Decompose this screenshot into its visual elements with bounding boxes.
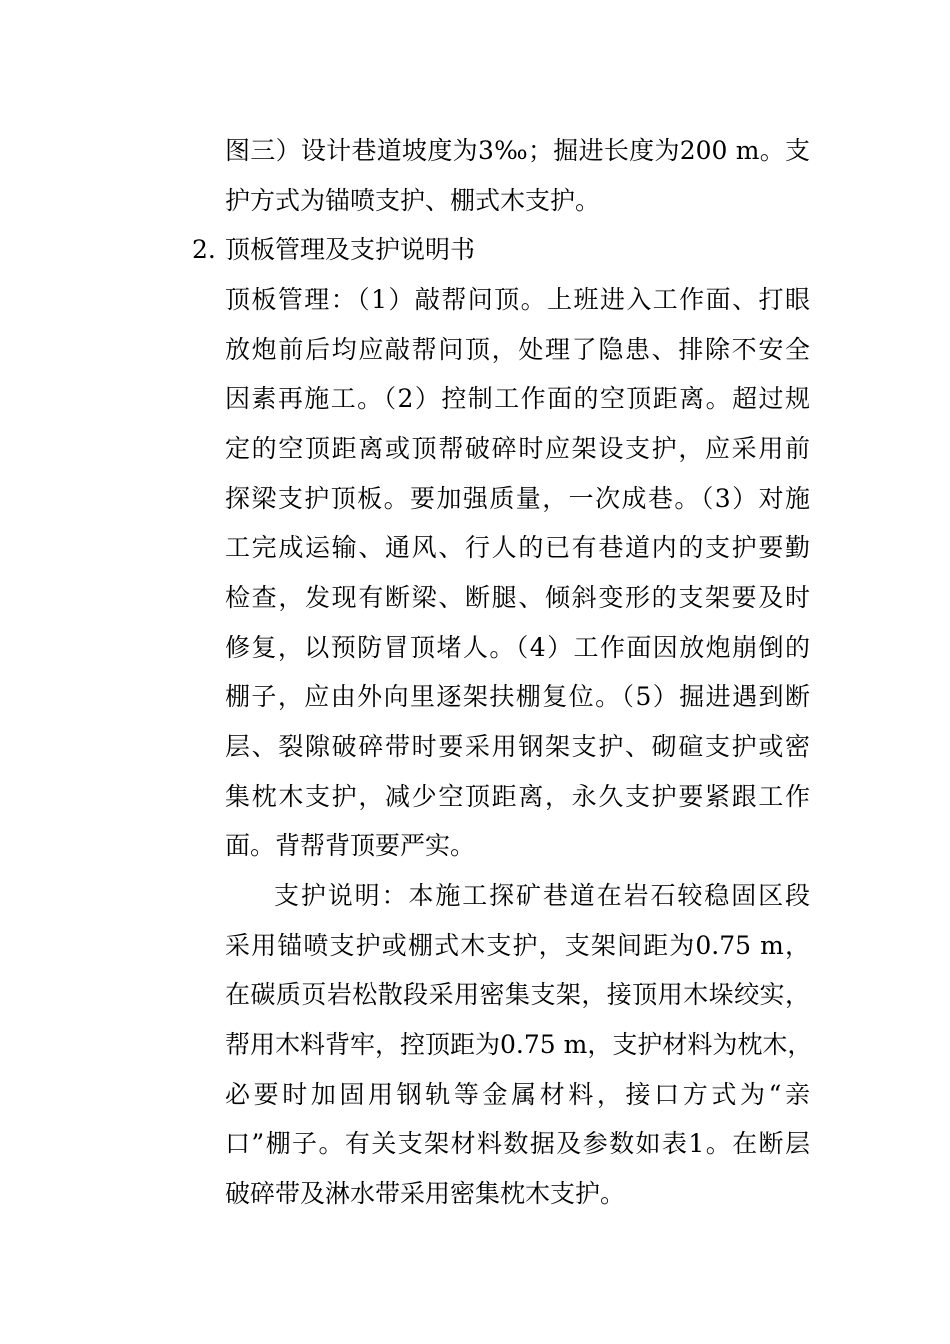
section-heading: 顶板管理及支护说明书 — [225, 235, 476, 264]
paragraph-line: 检查，发现有断梁、断腿、倾斜变形的支架要及时 — [225, 583, 810, 612]
paragraph-line: 破碎带及淋水带采用密集枕木支护。 — [225, 1179, 626, 1208]
paragraph-line: 面。背帮背顶要严实。 — [225, 831, 476, 860]
paragraph-line: 图三）设计巷道坡度为3‰；掘进长度为200 m。支 — [225, 136, 810, 165]
paragraph-line: 采用锚喷支护或棚式木支护，支架间距为0.75 m， — [225, 931, 810, 960]
paragraph-line: 因素再施工。（2）控制工作面的空顶距离。超过规 — [225, 384, 810, 413]
paragraph-line: 定的空顶距离或顶帮破碎时应架设支护，应采用前 — [225, 434, 810, 463]
paragraph-line: 层、裂隙破碎带时要采用钢架支护、砌碹支护或密 — [225, 732, 810, 761]
paragraph-line: 探梁支护顶板。要加强质量，一次成巷。（3）对施 — [225, 484, 810, 513]
paragraph-line: 在碳质页岩松散段采用密集支架，接顶用木垛绞实， — [225, 980, 810, 1009]
paragraph-line: 工完成运输、通风、行人的已有巷道内的支护要勤 — [225, 533, 810, 562]
paragraph-line: 放炮前后均应敲帮问顶，处理了隐患、排除不安全 — [225, 335, 810, 364]
paragraph-line: 必要时加固用钢轨等金属材料，接口方式为“亲 — [225, 1080, 810, 1109]
paragraph-line: 棚子，应由外向里逐架扶棚复位。（5）掘进遇到断 — [225, 682, 810, 711]
section-number: 2. — [192, 235, 216, 264]
paragraph-line: 顶板管理：（1）敲帮问顶。上班进入工作面、打眼 — [225, 285, 810, 314]
paragraph-line: 护方式为锚喷支护、棚式木支护。 — [225, 186, 601, 215]
paragraph-line: 帮用木料背牢，控顶距为0.75 m，支护材料为枕木， — [225, 1030, 813, 1059]
paragraph-line: 修复，以预防冒顶堵人。（4）工作面因放炮崩倒的 — [225, 633, 810, 662]
paragraph-line: 集枕木支护，减少空顶距离，永久支护要紧跟工作 — [225, 782, 810, 811]
paragraph-line: 口”棚子。有关支架材料数据及参数如表1。在断层 — [225, 1129, 810, 1158]
paragraph-line: 支护说明：本施工探矿巷道在岩石较稳固区段 — [274, 881, 810, 910]
